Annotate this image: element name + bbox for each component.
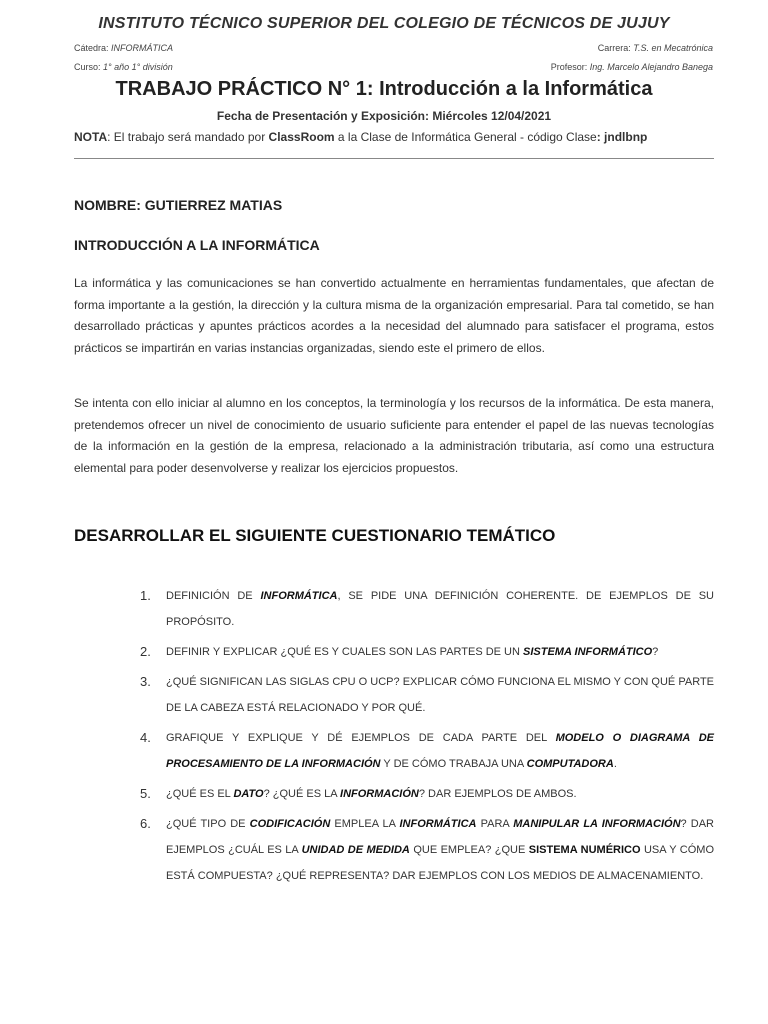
question-text: Y DE CÓMO TRABAJA UNA (380, 758, 527, 770)
carrera-value: T.S. en Mecatrónica (633, 43, 713, 53)
question-text: PARA (476, 818, 514, 830)
question-emphasis: UNIDAD DE MEDIDA (301, 844, 410, 856)
question-number: 4. (140, 730, 151, 745)
question-item (140, 725, 714, 777)
nota-classroom: ClassRoom (268, 130, 335, 144)
question-text: ? DAR EJEMPLOS ¿CUÁL ES LA (166, 818, 714, 856)
page-title: TRABAJO PRÁCTICO N° 1: Introducción a la Informática (115, 78, 653, 100)
nota-text-1: : El trabajo será mandado por (107, 130, 269, 144)
question-item (140, 781, 714, 807)
question-number: 1. (140, 588, 151, 603)
question-number: 3. (140, 674, 151, 689)
presentation-date: Fecha de Presentación y Exposición: Miércoles 12/04/2021 (216, 109, 552, 123)
question-text: , SE PIDE UNA DEFINICIÓN COHERENTE. DE EJEMPLOS DE SU PROPÓSITO. (166, 590, 714, 628)
nota-class-code: : jndlbnp (596, 130, 648, 144)
question-number: 2. (140, 644, 151, 659)
question-emphasis: SISTEMA NUMÉRICO (528, 844, 641, 856)
question-text: ¿QUÉ ES EL (166, 788, 234, 800)
section-questionnaire-title: DESARROLLAR EL SIGUIENTE CUESTIONARIO TEMÁTICO (74, 526, 556, 545)
question-text: EMPLEA LA (330, 818, 400, 830)
curso-line (74, 62, 173, 72)
intro-paragraph-1: La informática y las comunicaciones se han convertido actualmente en herramientas fundamentales, que afectan de forma importante a la gestión, la dirección y la cultura misma de la organización empresarial. Para tal cometido, se han desarrollado prácticas y apuntes prácticos acordes a la necesidad del alumnado para satisfacer el programa, estos prácticos se impartirán en varias instancias organizadas, siendo este el primero de ellos. (74, 276, 714, 355)
catedra-line (74, 43, 173, 53)
profesor-value: Ing. Marcelo Alejandro Banega (589, 62, 713, 72)
question-emphasis: COMPUTADORA (526, 758, 614, 770)
header-divider (74, 158, 714, 159)
nota-text-2: a la Clase de Informática General - código Clase (334, 130, 597, 144)
question-text: GRAFIQUE Y EXPLIQUE Y DÉ EJEMPLOS DE CADA PARTE DEL (166, 732, 556, 744)
question-item (140, 639, 714, 665)
carrera-label: Carrera: (597, 43, 634, 53)
question-emphasis: INFORMÁTICA (260, 590, 338, 602)
intro-paragraph-2: Se intenta con ello iniciar al alumno en los conceptos, la terminología y los recursos de la informática. De esta manera, pretendemos ofrecer un nivel de conocimiento de usuario suficiente para entender el papel de las nuevas tecnologías de la información en la gestión de la empresa, relacionado a la administración tributaria, así como una estructura elemental para poder desenvolverse y realizar los ejercicios propuestos. (74, 396, 714, 475)
question-item (140, 583, 714, 635)
question-list (140, 583, 714, 893)
question-text: USA Y CÓMO ESTÁ COMPUESTA? ¿QUÉ REPRESENTA? DAR EJEMPLOS CON LOS MEDIOS DE ALMACENAMIENTO. (166, 844, 715, 882)
nota-line (74, 130, 647, 144)
question-text: . (613, 758, 617, 770)
question-emphasis: INFORMACIÓN (340, 788, 419, 800)
question-text: ? ¿QUÉ ES LA (263, 788, 341, 800)
carrera-line (598, 43, 713, 53)
student-name: NOMBRE: GUTIERREZ MATIAS (74, 197, 283, 213)
question-emphasis: DATO (233, 788, 264, 800)
question-number: 5. (140, 786, 151, 801)
question-emphasis: SISTEMA INFORMÁTICO (523, 646, 653, 658)
question-text: DEFINICIÓN DE (166, 590, 261, 602)
question-emphasis: INFORMÁTICA (399, 818, 477, 830)
section-intro-title: INTRODUCCIÓN A LA INFORMÁTICA (74, 237, 320, 253)
profesor-label: Profesor: (550, 62, 590, 72)
question-text: ¿QUÉ SIGNIFICAN LAS SIGLAS CPU O UCP? EXPLICAR CÓMO FUNCIONA EL MISMO Y CON QUÉ PARTE DE LA CABEZA ESTÁ RELACIONADO Y POR QUÉ. (166, 676, 714, 714)
curso-label: Curso: (74, 62, 104, 72)
nota-label: NOTA (74, 130, 108, 144)
question-text: DEFINIR Y EXPLICAR ¿QUÉ ES Y CUALES SON LAS PARTES DE UN (166, 646, 524, 658)
question-emphasis: MODELO O DIAGRAMA DE PROCESAMIENTO DE LA INFORMACIÓN (166, 732, 714, 770)
curso-value: 1° año 1° división (103, 62, 173, 72)
question-text: ¿QUÉ TIPO DE (166, 818, 250, 830)
question-item (140, 669, 714, 721)
question-item (140, 811, 714, 889)
question-text: ? (652, 646, 659, 658)
question-text: ? DAR EJEMPLOS DE AMBOS. (418, 788, 577, 800)
catedra-value: INFORMÁTICA (111, 43, 174, 53)
institution-header: INSTITUTO TÉCNICO SUPERIOR DEL COLEGIO DE TÉCNICOS DE JUJUY (98, 15, 670, 32)
question-text: QUE EMPLEA? ¿QUE (409, 844, 529, 856)
question-number: 6. (140, 816, 151, 831)
profesor-line (551, 62, 713, 72)
question-emphasis: MANIPULAR LA INFORMACIÓN (513, 818, 681, 830)
question-emphasis: CODIFICACIÓN (249, 818, 331, 830)
catedra-label: Cátedra: (74, 43, 112, 53)
